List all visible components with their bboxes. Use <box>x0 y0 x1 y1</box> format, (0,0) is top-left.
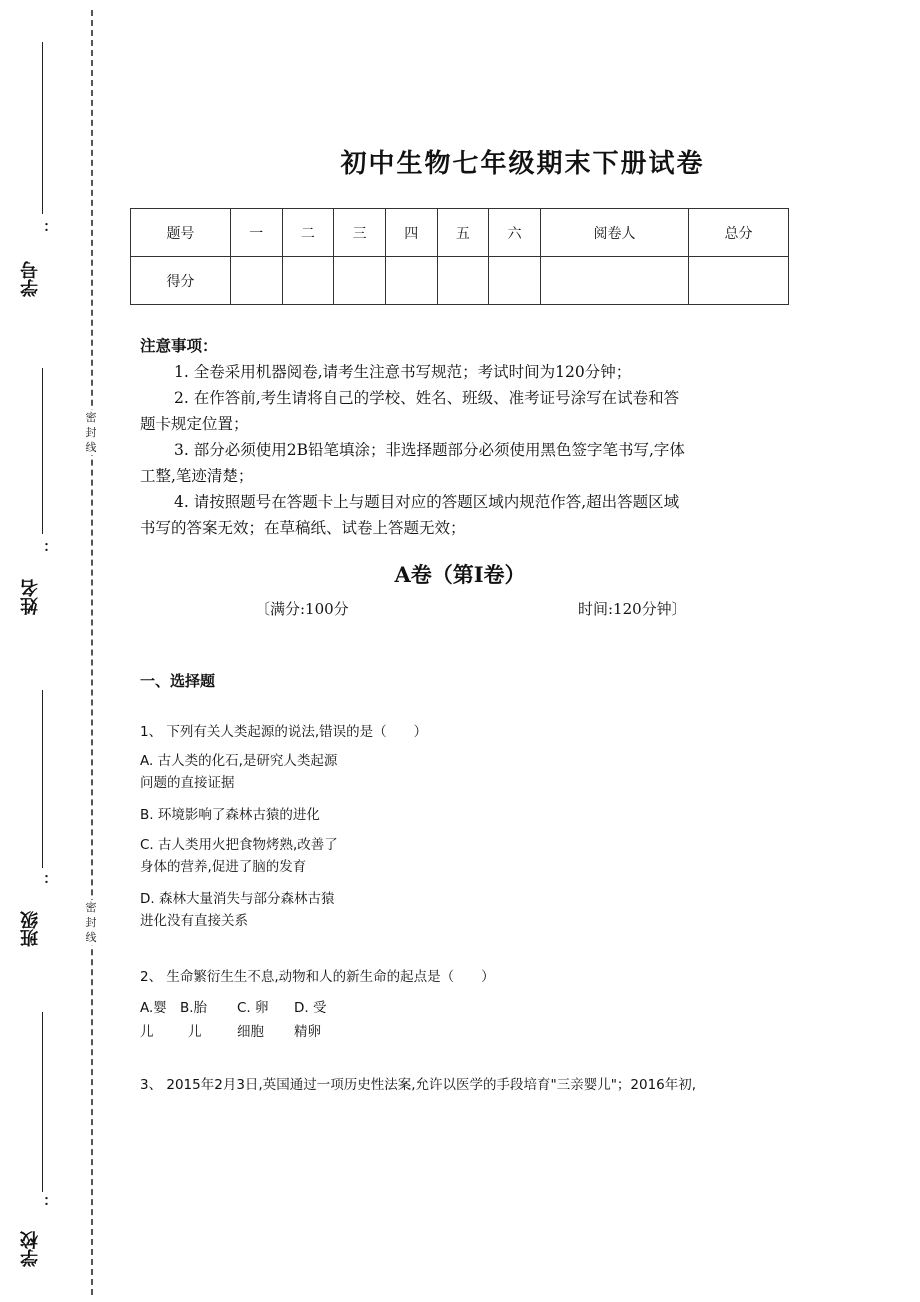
option-line: 身体的营养,促进了脑的发育 <box>140 859 307 875</box>
question-2-option-b[interactable]: B.胎 <box>180 1000 208 1016</box>
score-cell[interactable] <box>334 257 386 305</box>
notes-heading: 注意事项： <box>140 336 218 355</box>
question-2-option-c[interactable]: C. 卵 <box>237 1000 269 1016</box>
school-label: 学校 <box>20 1231 41 1267</box>
school-line[interactable] <box>42 1012 43 1192</box>
question-2-option-a[interactable]: A.婴 <box>140 1000 167 1016</box>
question-2-option-d[interactable]: D. 受 <box>294 1000 327 1016</box>
score-cell[interactable] <box>489 257 541 305</box>
question-1-option-b[interactable] <box>140 804 380 826</box>
notes-block <box>140 333 790 541</box>
note-item-cont: 工整,笔迹清楚； <box>140 467 254 485</box>
header-cell: 五 <box>437 209 489 257</box>
question-2-option-c-cont: 细胞 <box>237 1024 264 1040</box>
note-item: 1. 全卷采用机器阅卷,请考生注意书写规范；考试时间为120分钟； <box>174 363 632 381</box>
option-line: D. 森林大量消失与部分森林古猿 <box>140 891 335 907</box>
student-id-line[interactable] <box>42 42 43 214</box>
question-1-stem: 1、 下列有关人类起源的说法,错误的是（ ） <box>140 724 428 740</box>
name-line[interactable] <box>42 368 43 534</box>
question-1-option-a[interactable] <box>140 750 380 794</box>
header-cell: 总分 <box>689 209 789 257</box>
student-id-label: 学号 <box>20 261 41 297</box>
section-title: A卷（第I卷） <box>394 562 526 587</box>
row-label-cell: 得分 <box>131 257 231 305</box>
note-item: 2. 在作答前,考生请将自己的学校、姓名、班级、准考证号涂写在试卷和答 <box>174 389 680 407</box>
exam-time: 时间:120分钟〕 <box>578 600 687 618</box>
part-one-heading: 一、选择题 <box>140 672 216 690</box>
note-item: 4. 请按照题号在答题卡上与题目对应的答题区域内规范作答,超出答题区域 <box>174 493 680 511</box>
option-line: 问题的直接证据 <box>140 775 235 791</box>
header-cell: 一 <box>230 209 282 257</box>
name-colon: ： <box>34 542 50 556</box>
option-line: C. 古人类用火把食物烤熟,改善了 <box>140 837 338 853</box>
score-cell[interactable] <box>437 257 489 305</box>
seal-text-top: 密封线 <box>83 410 99 455</box>
question-2-option-a-cont: 儿 <box>140 1024 154 1040</box>
school-colon: ： <box>34 1196 50 1210</box>
note-item: 3. 部分必须使用2B铅笔填涂；非选择题部分必须使用黑色签字笔书写,字体 <box>174 441 685 459</box>
class-line[interactable] <box>42 690 43 868</box>
question-2-option-b-cont: 儿 <box>188 1024 202 1040</box>
question-1-option-c[interactable] <box>140 834 380 878</box>
score-cell[interactable] <box>282 257 334 305</box>
seal-cut-line <box>91 10 93 1295</box>
option-line: B. 环境影响了森林古猿的进化 <box>140 807 320 823</box>
header-cell: 题号 <box>131 209 231 257</box>
header-cell: 二 <box>282 209 334 257</box>
score-cell[interactable] <box>689 257 789 305</box>
class-label: 班级 <box>20 911 41 947</box>
question-3-stem: 3、 2015年2月3日,英国通过一项历史性法案,允许以医学的手段培育"三亲婴儿"；2016年初, <box>140 1077 697 1093</box>
question-2-stem: 2、 生命繁衍生生不息,动物和人的新生命的起点是（ ） <box>140 969 495 985</box>
full-score: 〔满分:100分 <box>255 600 349 618</box>
score-cell[interactable] <box>540 257 688 305</box>
option-line: 进化没有直接关系 <box>140 913 248 929</box>
header-cell: 三 <box>334 209 386 257</box>
student-id-colon: ： <box>34 222 50 236</box>
header-cell: 四 <box>385 209 437 257</box>
note-item-cont: 题卡规定位置； <box>140 415 249 433</box>
name-label: 姓名 <box>20 579 41 615</box>
page-title: 初中生物七年级期末下册试卷 <box>340 149 705 179</box>
header-cell: 阅卷人 <box>540 209 688 257</box>
note-item-cont: 书写的答案无效；在草稿纸、试卷上答题无效； <box>140 519 466 537</box>
class-colon: ： <box>34 874 50 888</box>
question-1-option-d[interactable] <box>140 888 380 932</box>
question-2-option-d-cont: 精卵 <box>294 1024 321 1040</box>
score-cell[interactable] <box>385 257 437 305</box>
score-table-header-row <box>131 209 789 257</box>
header-cell: 六 <box>489 209 541 257</box>
seal-text-bottom: 密封线 <box>83 900 99 945</box>
score-table-score-row <box>131 257 789 305</box>
option-line: A. 古人类的化石,是研究人类起源 <box>140 753 338 769</box>
score-cell[interactable] <box>230 257 282 305</box>
score-table <box>130 208 789 305</box>
